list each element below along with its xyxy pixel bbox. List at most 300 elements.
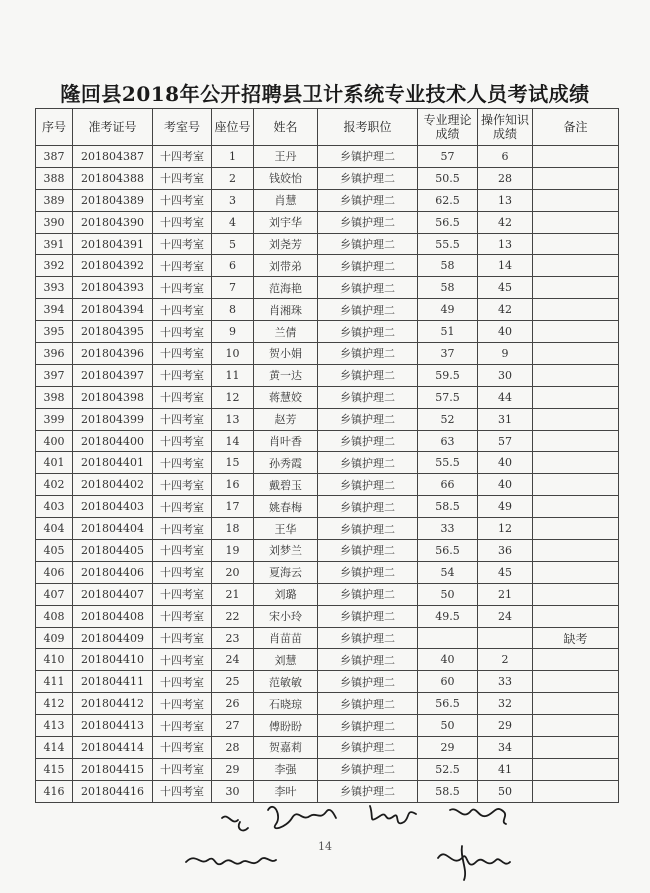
table-row bbox=[36, 430, 619, 452]
cell-ticket: 201804408 bbox=[73, 605, 153, 627]
cell-seat: 23 bbox=[212, 627, 254, 649]
cell-theory bbox=[418, 627, 478, 649]
cell-position: 乡镇护理二 bbox=[318, 364, 418, 386]
cell-ticket: 201804388 bbox=[73, 167, 153, 189]
cell-name: 王华 bbox=[254, 518, 318, 540]
table-row bbox=[36, 189, 619, 211]
cell-room: 十四考室 bbox=[153, 321, 212, 343]
cell-seat: 30 bbox=[212, 780, 254, 802]
cell-room: 十四考室 bbox=[153, 561, 212, 583]
cell-seq: 409 bbox=[36, 627, 73, 649]
cell-seat: 5 bbox=[212, 233, 254, 255]
cell-practice: 49 bbox=[478, 496, 533, 518]
cell-seat: 4 bbox=[212, 211, 254, 233]
cell-practice: 36 bbox=[478, 540, 533, 562]
cell-seat: 11 bbox=[212, 364, 254, 386]
cell-ticket: 201804392 bbox=[73, 255, 153, 277]
cell-seat: 29 bbox=[212, 758, 254, 780]
cell-remark bbox=[533, 321, 619, 343]
cell-position: 乡镇护理二 bbox=[318, 671, 418, 693]
cell-theory: 58.5 bbox=[418, 496, 478, 518]
table-row bbox=[36, 583, 619, 605]
score-table bbox=[35, 108, 619, 803]
table-row bbox=[36, 343, 619, 365]
table-row bbox=[36, 474, 619, 496]
cell-seq: 394 bbox=[36, 299, 73, 321]
cell-remark bbox=[533, 408, 619, 430]
cell-position: 乡镇护理二 bbox=[318, 189, 418, 211]
cell-theory: 33 bbox=[418, 518, 478, 540]
cell-room: 十四考室 bbox=[153, 474, 212, 496]
cell-ticket: 201804412 bbox=[73, 693, 153, 715]
cell-ticket: 201804400 bbox=[73, 430, 153, 452]
cell-theory: 50 bbox=[418, 715, 478, 737]
cell-theory: 54 bbox=[418, 561, 478, 583]
cell-ticket: 201804389 bbox=[73, 189, 153, 211]
table-row bbox=[36, 605, 619, 627]
cell-room: 十四考室 bbox=[153, 605, 212, 627]
table-row bbox=[36, 540, 619, 562]
cell-name: 李强 bbox=[254, 758, 318, 780]
table-row bbox=[36, 649, 619, 671]
cell-practice: 32 bbox=[478, 693, 533, 715]
cell-ticket: 201804416 bbox=[73, 780, 153, 802]
cell-theory: 55.5 bbox=[418, 452, 478, 474]
cell-room: 十四考室 bbox=[153, 715, 212, 737]
cell-remark bbox=[533, 649, 619, 671]
cell-seq: 392 bbox=[36, 255, 73, 277]
cell-name: 赵芳 bbox=[254, 408, 318, 430]
cell-ticket: 201804397 bbox=[73, 364, 153, 386]
cell-practice: 29 bbox=[478, 715, 533, 737]
cell-seat: 20 bbox=[212, 561, 254, 583]
cell-position: 乡镇护理二 bbox=[318, 452, 418, 474]
cell-seq: 412 bbox=[36, 693, 73, 715]
cell-name: 宋小玲 bbox=[254, 605, 318, 627]
cell-name: 夏海云 bbox=[254, 561, 318, 583]
table-row bbox=[36, 167, 619, 189]
cell-seat: 19 bbox=[212, 540, 254, 562]
col-header-ticket: 准考证号 bbox=[73, 109, 153, 146]
cell-name: 戴碧玉 bbox=[254, 474, 318, 496]
table-row bbox=[36, 364, 619, 386]
cell-room: 十四考室 bbox=[153, 737, 212, 759]
cell-ticket: 201804390 bbox=[73, 211, 153, 233]
cell-seat: 14 bbox=[212, 430, 254, 452]
cell-theory: 49.5 bbox=[418, 605, 478, 627]
cell-remark bbox=[533, 167, 619, 189]
cell-theory: 55.5 bbox=[418, 233, 478, 255]
cell-name: 姚春梅 bbox=[254, 496, 318, 518]
cell-practice: 40 bbox=[478, 321, 533, 343]
cell-ticket: 201804387 bbox=[73, 146, 153, 168]
cell-theory: 59.5 bbox=[418, 364, 478, 386]
table-row bbox=[36, 758, 619, 780]
table-row bbox=[36, 496, 619, 518]
score-table-body bbox=[36, 146, 619, 803]
cell-practice: 13 bbox=[478, 233, 533, 255]
cell-ticket: 201804405 bbox=[73, 540, 153, 562]
cell-position: 乡镇护理二 bbox=[318, 146, 418, 168]
cell-remark bbox=[533, 540, 619, 562]
cell-theory: 58.5 bbox=[418, 780, 478, 802]
cell-seq: 406 bbox=[36, 561, 73, 583]
cell-seat: 18 bbox=[212, 518, 254, 540]
table-row bbox=[36, 671, 619, 693]
cell-ticket: 201804402 bbox=[73, 474, 153, 496]
cell-seq: 407 bbox=[36, 583, 73, 605]
cell-remark bbox=[533, 518, 619, 540]
cell-room: 十四考室 bbox=[153, 518, 212, 540]
cell-seat: 1 bbox=[212, 146, 254, 168]
cell-room: 十四考室 bbox=[153, 211, 212, 233]
cell-name: 贺嘉莉 bbox=[254, 737, 318, 759]
cell-room: 十四考室 bbox=[153, 277, 212, 299]
cell-name: 石晓琼 bbox=[254, 693, 318, 715]
cell-seq: 398 bbox=[36, 386, 73, 408]
cell-room: 十四考室 bbox=[153, 167, 212, 189]
table-row bbox=[36, 627, 619, 649]
cell-remark bbox=[533, 255, 619, 277]
cell-position: 乡镇护理二 bbox=[318, 430, 418, 452]
cell-seat: 9 bbox=[212, 321, 254, 343]
cell-position: 乡镇护理二 bbox=[318, 496, 418, 518]
cell-seat: 28 bbox=[212, 737, 254, 759]
cell-name: 范敏敏 bbox=[254, 671, 318, 693]
cell-position: 乡镇护理二 bbox=[318, 321, 418, 343]
cell-room: 十四考室 bbox=[153, 583, 212, 605]
cell-practice: 42 bbox=[478, 211, 533, 233]
cell-room: 十四考室 bbox=[153, 386, 212, 408]
cell-name: 兰倩 bbox=[254, 321, 318, 343]
cell-name: 傅盼盼 bbox=[254, 715, 318, 737]
cell-name: 黄一达 bbox=[254, 364, 318, 386]
cell-name: 范海艳 bbox=[254, 277, 318, 299]
cell-room: 十四考室 bbox=[153, 780, 212, 802]
cell-seat: 27 bbox=[212, 715, 254, 737]
cell-practice: 41 bbox=[478, 758, 533, 780]
cell-position: 乡镇护理二 bbox=[318, 758, 418, 780]
cell-seq: 416 bbox=[36, 780, 73, 802]
cell-practice: 34 bbox=[478, 737, 533, 759]
cell-theory: 56.5 bbox=[418, 211, 478, 233]
cell-room: 十四考室 bbox=[153, 540, 212, 562]
cell-remark bbox=[533, 299, 619, 321]
cell-theory: 51 bbox=[418, 321, 478, 343]
cell-theory: 40 bbox=[418, 649, 478, 671]
cell-remark bbox=[533, 780, 619, 802]
cell-practice: 13 bbox=[478, 189, 533, 211]
col-header-remark: 备注 bbox=[533, 109, 619, 146]
cell-theory: 50.5 bbox=[418, 167, 478, 189]
cell-practice: 9 bbox=[478, 343, 533, 365]
cell-room: 十四考室 bbox=[153, 649, 212, 671]
cell-theory: 56.5 bbox=[418, 693, 478, 715]
table-row bbox=[36, 715, 619, 737]
cell-remark bbox=[533, 737, 619, 759]
cell-seq: 393 bbox=[36, 277, 73, 299]
cell-seq: 391 bbox=[36, 233, 73, 255]
cell-room: 十四考室 bbox=[153, 299, 212, 321]
cell-name: 王丹 bbox=[254, 146, 318, 168]
cell-seq: 410 bbox=[36, 649, 73, 671]
cell-remark bbox=[533, 758, 619, 780]
cell-name: 刘宇华 bbox=[254, 211, 318, 233]
cell-position: 乡镇护理二 bbox=[318, 343, 418, 365]
cell-practice: 28 bbox=[478, 167, 533, 189]
cell-seq: 387 bbox=[36, 146, 73, 168]
cell-position: 乡镇护理二 bbox=[318, 649, 418, 671]
cell-name: 刘璐 bbox=[254, 583, 318, 605]
cell-seq: 413 bbox=[36, 715, 73, 737]
cell-practice: 50 bbox=[478, 780, 533, 802]
cell-theory: 52.5 bbox=[418, 758, 478, 780]
cell-theory: 56.5 bbox=[418, 540, 478, 562]
cell-practice: 57 bbox=[478, 430, 533, 452]
cell-seat: 17 bbox=[212, 496, 254, 518]
cell-seat: 2 bbox=[212, 167, 254, 189]
cell-practice: 33 bbox=[478, 671, 533, 693]
table-row bbox=[36, 561, 619, 583]
cell-ticket: 201804401 bbox=[73, 452, 153, 474]
cell-theory: 66 bbox=[418, 474, 478, 496]
cell-room: 十四考室 bbox=[153, 233, 212, 255]
cell-room: 十四考室 bbox=[153, 408, 212, 430]
cell-seat: 12 bbox=[212, 386, 254, 408]
col-header-practice: 操作知识成绩 bbox=[478, 109, 533, 146]
cell-practice: 21 bbox=[478, 583, 533, 605]
cell-room: 十四考室 bbox=[153, 452, 212, 474]
cell-seq: 403 bbox=[36, 496, 73, 518]
cell-practice bbox=[478, 627, 533, 649]
cell-room: 十四考室 bbox=[153, 146, 212, 168]
cell-theory: 62.5 bbox=[418, 189, 478, 211]
cell-seq: 408 bbox=[36, 605, 73, 627]
table-row bbox=[36, 321, 619, 343]
cell-room: 十四考室 bbox=[153, 758, 212, 780]
cell-seq: 415 bbox=[36, 758, 73, 780]
cell-name: 肖叶香 bbox=[254, 430, 318, 452]
cell-room: 十四考室 bbox=[153, 496, 212, 518]
cell-position: 乡镇护理二 bbox=[318, 255, 418, 277]
cell-remark bbox=[533, 561, 619, 583]
cell-room: 十四考室 bbox=[153, 671, 212, 693]
cell-position: 乡镇护理二 bbox=[318, 233, 418, 255]
cell-seat: 25 bbox=[212, 671, 254, 693]
cell-theory: 49 bbox=[418, 299, 478, 321]
cell-seq: 405 bbox=[36, 540, 73, 562]
cell-practice: 6 bbox=[478, 146, 533, 168]
cell-ticket: 201804414 bbox=[73, 737, 153, 759]
cell-practice: 40 bbox=[478, 452, 533, 474]
cell-ticket: 201804398 bbox=[73, 386, 153, 408]
cell-position: 乡镇护理二 bbox=[318, 386, 418, 408]
table-row bbox=[36, 693, 619, 715]
cell-position: 乡镇护理二 bbox=[318, 211, 418, 233]
cell-position: 乡镇护理二 bbox=[318, 299, 418, 321]
cell-practice: 31 bbox=[478, 408, 533, 430]
cell-practice: 45 bbox=[478, 561, 533, 583]
cell-ticket: 201804393 bbox=[73, 277, 153, 299]
table-row bbox=[36, 146, 619, 168]
cell-practice: 24 bbox=[478, 605, 533, 627]
header-row bbox=[36, 109, 619, 146]
cell-seq: 400 bbox=[36, 430, 73, 452]
cell-name: 贺小娟 bbox=[254, 343, 318, 365]
cell-remark bbox=[533, 496, 619, 518]
cell-ticket: 201804407 bbox=[73, 583, 153, 605]
cell-position: 乡镇护理二 bbox=[318, 627, 418, 649]
cell-seat: 26 bbox=[212, 693, 254, 715]
col-header-theory: 专业理论成绩 bbox=[418, 109, 478, 146]
cell-position: 乡镇护理二 bbox=[318, 715, 418, 737]
cell-room: 十四考室 bbox=[153, 364, 212, 386]
page-number: 14 bbox=[318, 840, 332, 853]
table-row bbox=[36, 737, 619, 759]
cell-theory: 58 bbox=[418, 255, 478, 277]
cell-remark bbox=[533, 715, 619, 737]
cell-remark bbox=[533, 583, 619, 605]
table-row bbox=[36, 233, 619, 255]
cell-name: 刘慧 bbox=[254, 649, 318, 671]
cell-remark bbox=[533, 364, 619, 386]
cell-ticket: 201804415 bbox=[73, 758, 153, 780]
col-header-position: 报考职位 bbox=[318, 109, 418, 146]
cell-room: 十四考室 bbox=[153, 189, 212, 211]
cell-ticket: 201804403 bbox=[73, 496, 153, 518]
cell-theory: 58 bbox=[418, 277, 478, 299]
table-row bbox=[36, 255, 619, 277]
cell-theory: 60 bbox=[418, 671, 478, 693]
cell-name: 孙秀霞 bbox=[254, 452, 318, 474]
cell-seq: 390 bbox=[36, 211, 73, 233]
cell-position: 乡镇护理二 bbox=[318, 540, 418, 562]
cell-name: 肖苗苗 bbox=[254, 627, 318, 649]
cell-practice: 30 bbox=[478, 364, 533, 386]
cell-practice: 42 bbox=[478, 299, 533, 321]
cell-name: 肖慧 bbox=[254, 189, 318, 211]
cell-seq: 397 bbox=[36, 364, 73, 386]
cell-seq: 414 bbox=[36, 737, 73, 759]
cell-seat: 21 bbox=[212, 583, 254, 605]
cell-position: 乡镇护理二 bbox=[318, 605, 418, 627]
cell-ticket: 201804404 bbox=[73, 518, 153, 540]
cell-name: 刘梦兰 bbox=[254, 540, 318, 562]
table-row bbox=[36, 386, 619, 408]
cell-remark bbox=[533, 430, 619, 452]
cell-remark bbox=[533, 277, 619, 299]
cell-practice: 40 bbox=[478, 474, 533, 496]
cell-name: 刘尧芳 bbox=[254, 233, 318, 255]
table-row bbox=[36, 408, 619, 430]
cell-practice: 45 bbox=[478, 277, 533, 299]
col-header-seat: 座位号 bbox=[212, 109, 254, 146]
cell-seq: 401 bbox=[36, 452, 73, 474]
cell-seat: 10 bbox=[212, 343, 254, 365]
cell-theory: 37 bbox=[418, 343, 478, 365]
cell-position: 乡镇护理二 bbox=[318, 474, 418, 496]
cell-seq: 388 bbox=[36, 167, 73, 189]
cell-theory: 52 bbox=[418, 408, 478, 430]
cell-position: 乡镇护理二 bbox=[318, 583, 418, 605]
cell-seq: 399 bbox=[36, 408, 73, 430]
cell-room: 十四考室 bbox=[153, 693, 212, 715]
cell-ticket: 201804406 bbox=[73, 561, 153, 583]
cell-theory: 50 bbox=[418, 583, 478, 605]
cell-remark bbox=[533, 189, 619, 211]
cell-position: 乡镇护理二 bbox=[318, 780, 418, 802]
cell-ticket: 201804394 bbox=[73, 299, 153, 321]
cell-name: 蒋慧姣 bbox=[254, 386, 318, 408]
table-row bbox=[36, 452, 619, 474]
cell-theory: 29 bbox=[418, 737, 478, 759]
cell-name: 李叶 bbox=[254, 780, 318, 802]
cell-seat: 24 bbox=[212, 649, 254, 671]
cell-seq: 395 bbox=[36, 321, 73, 343]
cell-seq: 396 bbox=[36, 343, 73, 365]
cell-ticket: 201804391 bbox=[73, 233, 153, 255]
cell-seat: 16 bbox=[212, 474, 254, 496]
cell-position: 乡镇护理二 bbox=[318, 408, 418, 430]
cell-practice: 14 bbox=[478, 255, 533, 277]
cell-name: 钱姣怡 bbox=[254, 167, 318, 189]
table-row bbox=[36, 518, 619, 540]
cell-practice: 2 bbox=[478, 649, 533, 671]
cell-theory: 57 bbox=[418, 146, 478, 168]
cell-seat: 7 bbox=[212, 277, 254, 299]
col-header-room: 考室号 bbox=[153, 109, 212, 146]
cell-position: 乡镇护理二 bbox=[318, 561, 418, 583]
cell-practice: 44 bbox=[478, 386, 533, 408]
cell-remark bbox=[533, 211, 619, 233]
col-header-seq: 序号 bbox=[36, 109, 73, 146]
cell-seq: 389 bbox=[36, 189, 73, 211]
cell-ticket: 201804409 bbox=[73, 627, 153, 649]
table-row bbox=[36, 211, 619, 233]
cell-position: 乡镇护理二 bbox=[318, 693, 418, 715]
cell-remark bbox=[533, 146, 619, 168]
cell-room: 十四考室 bbox=[153, 430, 212, 452]
table-row bbox=[36, 780, 619, 802]
cell-name: 肖湘珠 bbox=[254, 299, 318, 321]
cell-seat: 13 bbox=[212, 408, 254, 430]
cell-remark bbox=[533, 474, 619, 496]
cell-theory: 57.5 bbox=[418, 386, 478, 408]
cell-ticket: 201804411 bbox=[73, 671, 153, 693]
cell-remark: 缺考 bbox=[533, 627, 619, 649]
cell-remark bbox=[533, 671, 619, 693]
cell-theory: 63 bbox=[418, 430, 478, 452]
cell-ticket: 201804410 bbox=[73, 649, 153, 671]
cell-room: 十四考室 bbox=[153, 255, 212, 277]
cell-ticket: 201804395 bbox=[73, 321, 153, 343]
cell-position: 乡镇护理二 bbox=[318, 518, 418, 540]
cell-ticket: 201804413 bbox=[73, 715, 153, 737]
cell-seat: 8 bbox=[212, 299, 254, 321]
cell-remark bbox=[533, 605, 619, 627]
cell-position: 乡镇护理二 bbox=[318, 737, 418, 759]
cell-seat: 3 bbox=[212, 189, 254, 211]
cell-room: 十四考室 bbox=[153, 343, 212, 365]
cell-remark bbox=[533, 386, 619, 408]
cell-position: 乡镇护理二 bbox=[318, 277, 418, 299]
cell-seat: 6 bbox=[212, 255, 254, 277]
table-row bbox=[36, 299, 619, 321]
page-title: 隆回县2018年公开招聘县卫计系统专业技术人员考试成绩 bbox=[60, 82, 590, 106]
cell-seat: 22 bbox=[212, 605, 254, 627]
col-header-name: 姓名 bbox=[254, 109, 318, 146]
cell-name: 刘带弟 bbox=[254, 255, 318, 277]
